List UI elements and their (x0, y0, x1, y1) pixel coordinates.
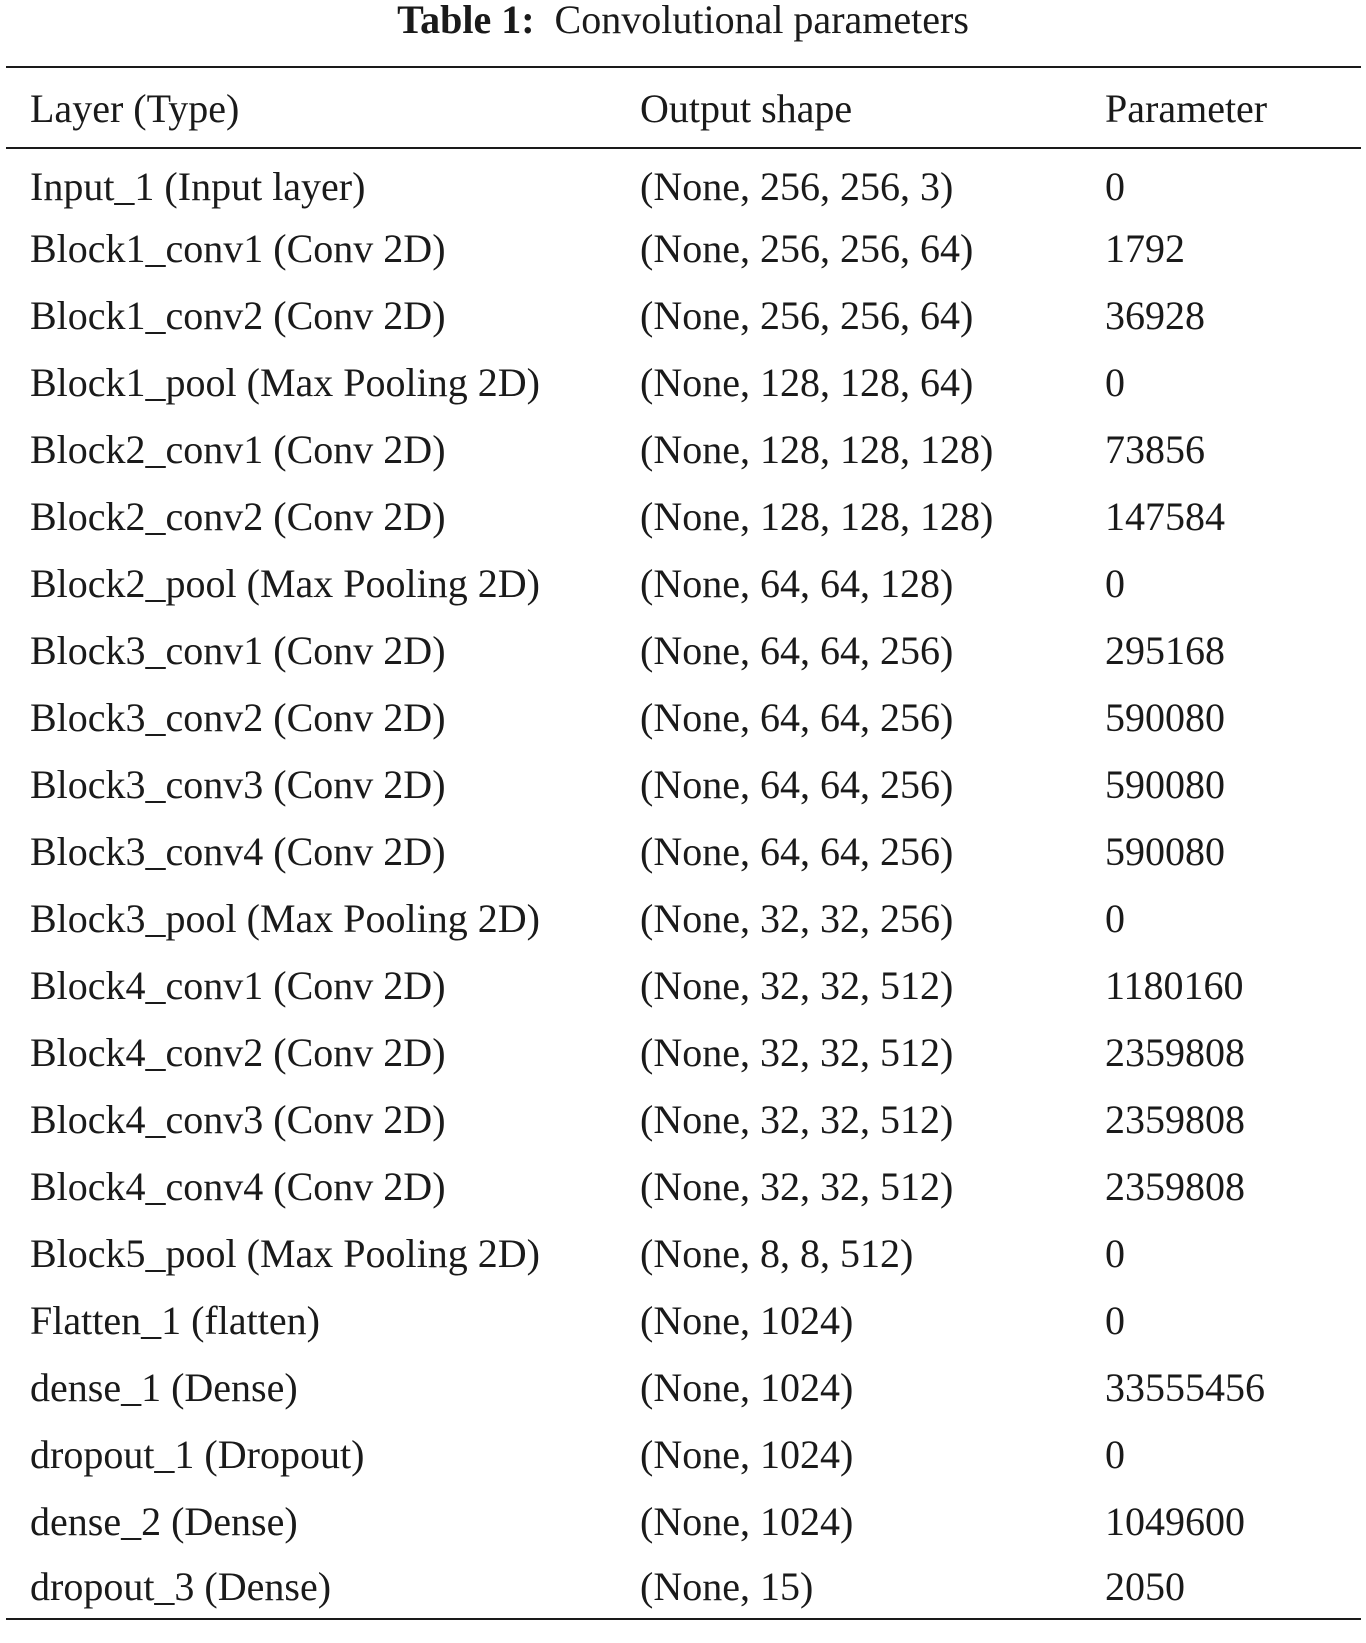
cell-layer-type: Input_1 (Input layer) (30, 163, 366, 209)
cell-layer-type: Block1_conv2 (Conv 2D) (30, 293, 446, 338)
cell-parameter: 0 (1105, 1298, 1125, 1343)
cell-layer-type: Block3_pool (Max Pooling 2D) (30, 896, 540, 941)
cell-layer-type: Block1_conv1 (Conv 2D) (30, 226, 446, 271)
cell-layer-type: Block3_conv2 (Conv 2D) (30, 695, 446, 740)
cell-output-shape: (None, 15) (640, 1555, 1105, 1619)
table-caption-label: Table 1: (397, 0, 535, 42)
table-row (6, 1086, 1361, 1153)
cell-layer-type: dropout_3 (Dense) (6, 1555, 640, 1619)
cell-parameter: 590080 (1105, 695, 1225, 740)
column-header-parameter: Parameter (1105, 67, 1361, 148)
cell-parameter: 0 (1105, 163, 1125, 209)
cell-layer-type: dropout_1 (Dropout) (30, 1432, 365, 1477)
cell-parameter: 0 (1105, 561, 1125, 606)
table-row (6, 885, 1361, 952)
table-header-row (6, 67, 1361, 148)
cell-parameter: 1792 (1105, 226, 1185, 271)
cell-parameter: 590080 (1105, 829, 1225, 874)
cell-output-shape: (None, 32, 32, 512) (640, 1097, 954, 1142)
table-row (6, 751, 1361, 818)
cell-output-shape: (None, 128, 128, 128) (640, 494, 994, 539)
table-row (6, 1555, 1361, 1619)
cell-layer-type: Block2_conv2 (Conv 2D) (30, 494, 446, 539)
cell-output-shape: (None, 1024) (640, 1432, 854, 1477)
table-row (6, 1287, 1361, 1354)
column-header-output-shape: Output shape (640, 67, 1105, 148)
cell-layer-type: Block3_conv4 (Conv 2D) (30, 829, 446, 874)
cell-output-shape: (None, 256, 256, 64) (640, 293, 974, 338)
cell-parameter: 1049600 (1105, 1499, 1245, 1544)
cell-layer-type: Block4_conv1 (Conv 2D) (30, 963, 446, 1008)
cell-layer-type: Flatten_1 (flatten) (30, 1298, 320, 1343)
cell-parameter: 590080 (1105, 762, 1225, 807)
table-row (6, 617, 1361, 684)
cell-layer-type: Block3_conv3 (Conv 2D) (30, 762, 446, 807)
cell-parameter: 73856 (1105, 427, 1205, 472)
cell-output-shape: (None, 32, 32, 256) (640, 896, 954, 941)
cell-output-shape: (None, 8, 8, 512) (640, 1231, 914, 1276)
cell-parameter: 2050 (1105, 1555, 1361, 1619)
table-row (6, 550, 1361, 617)
table-caption-title: Convolutional parameters (554, 0, 969, 42)
cell-output-shape: (None, 64, 64, 256) (640, 762, 954, 807)
cell-parameter: 33555456 (1105, 1365, 1265, 1410)
cell-parameter: 0 (1105, 360, 1125, 405)
cell-parameter: 0 (1105, 896, 1125, 941)
cell-parameter: 2359808 (1105, 1164, 1245, 1209)
cell-parameter: 295168 (1105, 628, 1225, 673)
cell-output-shape: (None, 1024) (640, 1298, 854, 1343)
cell-layer-type: Block3_conv1 (Conv 2D) (30, 628, 446, 673)
table-row (6, 282, 1361, 349)
cell-layer-type: dense_2 (Dense) (30, 1499, 298, 1544)
table-row (6, 1421, 1361, 1488)
cell-output-shape: (None, 32, 32, 512) (640, 1030, 954, 1075)
cell-layer-type: dense_1 (Dense) (30, 1365, 298, 1410)
table-row (6, 416, 1361, 483)
cell-layer-type: Block1_pool (Max Pooling 2D) (30, 360, 540, 405)
cell-parameter: 1180160 (1105, 963, 1244, 1008)
cell-output-shape: (None, 64, 64, 256) (640, 829, 954, 874)
cell-layer-type: Block4_conv2 (Conv 2D) (30, 1030, 446, 1075)
table-row (6, 1354, 1361, 1421)
cell-parameter: 0 (1105, 1231, 1125, 1276)
cell-parameter: 147584 (1105, 494, 1225, 539)
cell-output-shape: (None, 256, 256, 3) (640, 163, 954, 209)
table-row (6, 215, 1361, 282)
table-header (6, 67, 1361, 148)
cell-output-shape: (None, 1024) (640, 1499, 854, 1544)
table-row (6, 349, 1361, 416)
cell-output-shape: (None, 64, 64, 256) (640, 628, 954, 673)
cell-output-shape: (None, 256, 256, 64) (640, 226, 974, 271)
cell-layer-type: Block5_pool (Max Pooling 2D) (30, 1231, 540, 1276)
table-row (6, 1019, 1361, 1086)
table-row (6, 952, 1361, 1019)
table-row (6, 1153, 1361, 1220)
cell-layer-type: Block2_pool (Max Pooling 2D) (30, 561, 540, 606)
table-body (6, 148, 1361, 1619)
cell-output-shape: (None, 128, 128, 128) (640, 427, 994, 472)
cell-parameter: 36928 (1105, 293, 1205, 338)
cell-parameter: 2359808 (1105, 1097, 1245, 1142)
cell-output-shape: (None, 128, 128, 64) (640, 360, 974, 405)
cell-parameter: 0 (1105, 1432, 1125, 1477)
cell-parameter: 2359808 (1105, 1030, 1245, 1075)
table-row (6, 148, 1361, 215)
table-row (6, 818, 1361, 885)
cell-output-shape: (None, 64, 64, 256) (640, 695, 954, 740)
convolutional-parameters-table (6, 66, 1361, 1620)
table-row (6, 1488, 1361, 1555)
cell-layer-type: Block4_conv3 (Conv 2D) (30, 1097, 446, 1142)
cell-layer-type: Block2_conv1 (Conv 2D) (30, 427, 446, 472)
cell-output-shape: (None, 64, 64, 128) (640, 561, 954, 606)
cell-output-shape: (None, 1024) (640, 1365, 854, 1410)
cell-output-shape: (None, 32, 32, 512) (640, 963, 954, 1008)
table-caption (0, 0, 1366, 44)
table-row (6, 1220, 1361, 1287)
cell-layer-type: Block4_conv4 (Conv 2D) (30, 1164, 446, 1209)
table-row (6, 684, 1361, 751)
cell-output-shape: (None, 32, 32, 512) (640, 1164, 954, 1209)
column-header-layer-type: Layer (Type) (6, 67, 640, 148)
table-row (6, 483, 1361, 550)
